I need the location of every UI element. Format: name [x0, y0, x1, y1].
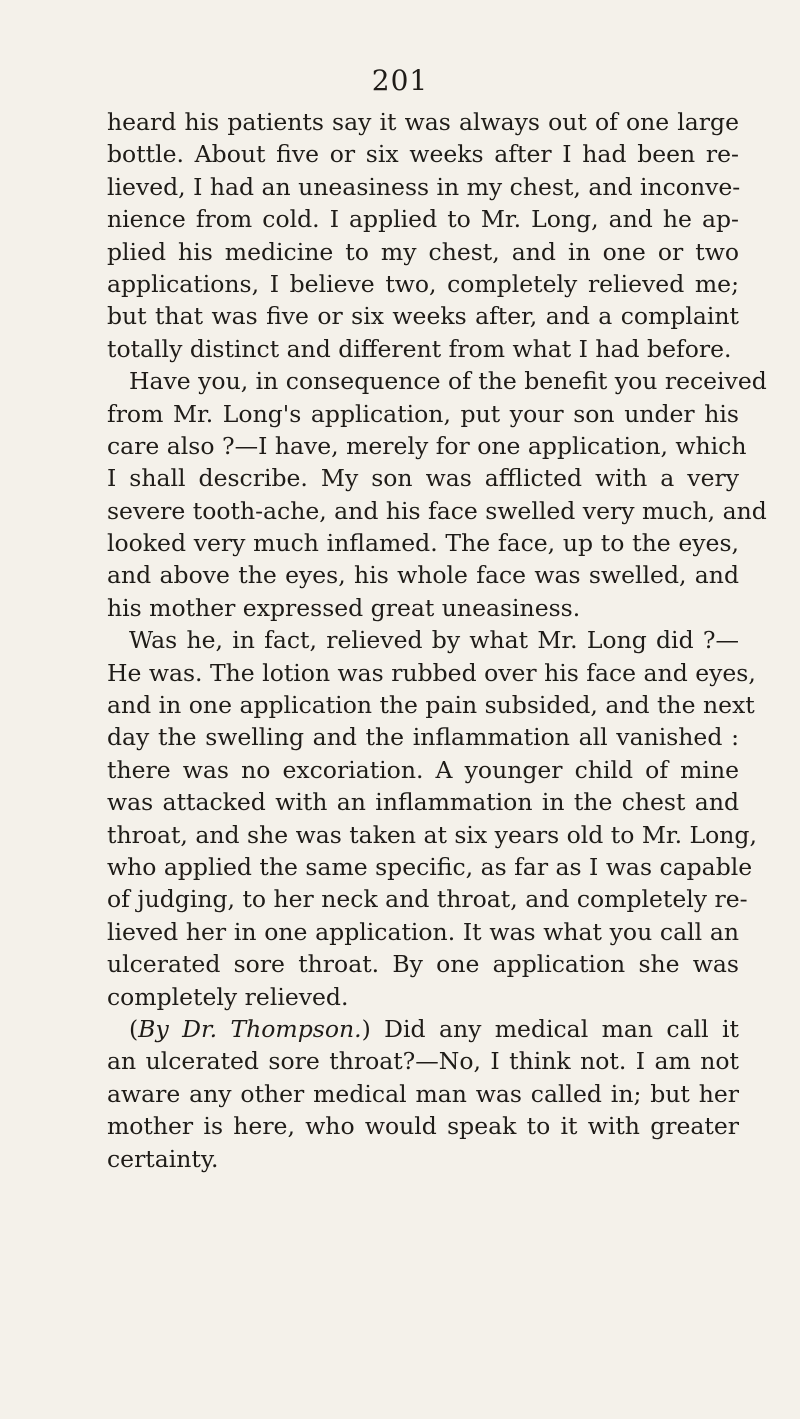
text-fragment: aware any other medical man was called in; but her — [107, 1079, 739, 1108]
text-fragment: totally distinct and different from what I had before. — [107, 334, 732, 363]
text-line — [107, 786, 739, 818]
text-line — [107, 624, 739, 656]
text-fragment: Have you, in consequence of the benefit you received — [129, 367, 767, 396]
text-line — [107, 1013, 739, 1045]
text-fragment: was attacked with an inflammation in the chest and — [107, 788, 739, 817]
text-fragment: mother is here, who would speak to it with greater — [107, 1112, 739, 1141]
text-line — [107, 398, 739, 430]
text-fragment: looked very much inflamed. The face, up to the eyes, — [107, 529, 739, 558]
text-line — [107, 1045, 739, 1077]
text-fragment: lieved, I had an uneasiness in my chest, and inconve- — [107, 172, 741, 201]
text-line — [107, 203, 739, 235]
text-fragment: and above the eyes, his whole face was swelled, and — [107, 561, 739, 590]
text-line — [107, 948, 739, 980]
text-line — [107, 1110, 739, 1142]
text-line — [107, 300, 739, 332]
text-line — [107, 754, 739, 786]
text-line — [107, 819, 757, 851]
text-line — [107, 268, 739, 300]
text-fragment: lieved her in one application. It was what you call an — [107, 917, 739, 946]
speaker-attribution: By Dr. Thompson. — [138, 1014, 362, 1043]
text-line — [107, 527, 739, 559]
text-line — [107, 657, 756, 689]
text-line — [107, 559, 739, 591]
text-fragment: and in one application the pain subsided, and the next — [107, 691, 755, 720]
text-fragment: I shall describe. My son was afflicted with a very — [107, 464, 739, 493]
text-fragment: who applied the same specific, as far as I was capable — [107, 852, 753, 881]
text-fragment: severe tooth-ache, and his face swelled very much, and — [107, 496, 767, 525]
text-line — [107, 981, 739, 1013]
text-line — [107, 721, 739, 753]
text-fragment: completely relieved. — [107, 982, 349, 1011]
text-fragment: nience from cold. I applied to Mr. Long, and he ap- — [107, 205, 739, 234]
text-fragment: applications, I believe two, completely relieved me; — [107, 269, 739, 298]
text-fragment: ( — [129, 1014, 139, 1043]
text-fragment: plied his medicine to my chest, and in one or two — [107, 237, 739, 266]
text-line — [107, 462, 739, 494]
text-line — [107, 916, 739, 948]
text-fragment: care also ?—I have, merely for one application, which — [107, 431, 747, 460]
text-fragment: there was no excoriation. A younger child of mine — [107, 755, 739, 784]
text-fragment: day the swelling and the inflammation all vanished : — [107, 723, 739, 752]
page-number: 201 — [371, 64, 429, 97]
text-line — [107, 430, 747, 462]
text-fragment: He was. The lotion was rubbed over his face and eyes, — [107, 658, 756, 687]
text-line — [107, 106, 739, 138]
text-fragment: from Mr. Long's application, put your son under his — [107, 399, 739, 428]
text-line — [107, 1143, 739, 1175]
text-fragment: bottle. About five or six weeks after I had been re- — [107, 140, 739, 169]
text-fragment: heard his patients say it was always out of one large — [107, 108, 739, 136]
text-line — [107, 883, 748, 915]
text-line — [107, 495, 767, 527]
text-line — [107, 236, 739, 268]
text-fragment: ulcerated sore throat. By one application she was — [107, 950, 739, 979]
text-line — [107, 689, 755, 721]
text-fragment: certainty. — [107, 1144, 219, 1173]
text-fragment: throat, and she was taken at six years old to Mr. Long, — [107, 820, 757, 849]
text-line — [107, 1078, 739, 1110]
text-line — [107, 851, 753, 883]
text-fragment: of judging, to her neck and throat, and completely re- — [107, 885, 748, 914]
body-text — [107, 106, 767, 1175]
text-fragment: ) Did any medical man call it — [361, 1014, 739, 1043]
text-fragment: his mother expressed great uneasiness. — [107, 593, 581, 622]
text-line — [107, 365, 767, 397]
text-fragment: but that was five or six weeks after, and a complaint — [107, 302, 739, 331]
text-line — [107, 138, 739, 170]
text-fragment: an ulcerated sore throat?—No, I think not. I am not — [107, 1047, 739, 1076]
text-fragment: Was he, in fact, relieved by what Mr. Long did ?— — [129, 626, 739, 655]
text-line — [107, 592, 739, 624]
text-line — [107, 171, 739, 203]
text-line — [107, 333, 739, 365]
